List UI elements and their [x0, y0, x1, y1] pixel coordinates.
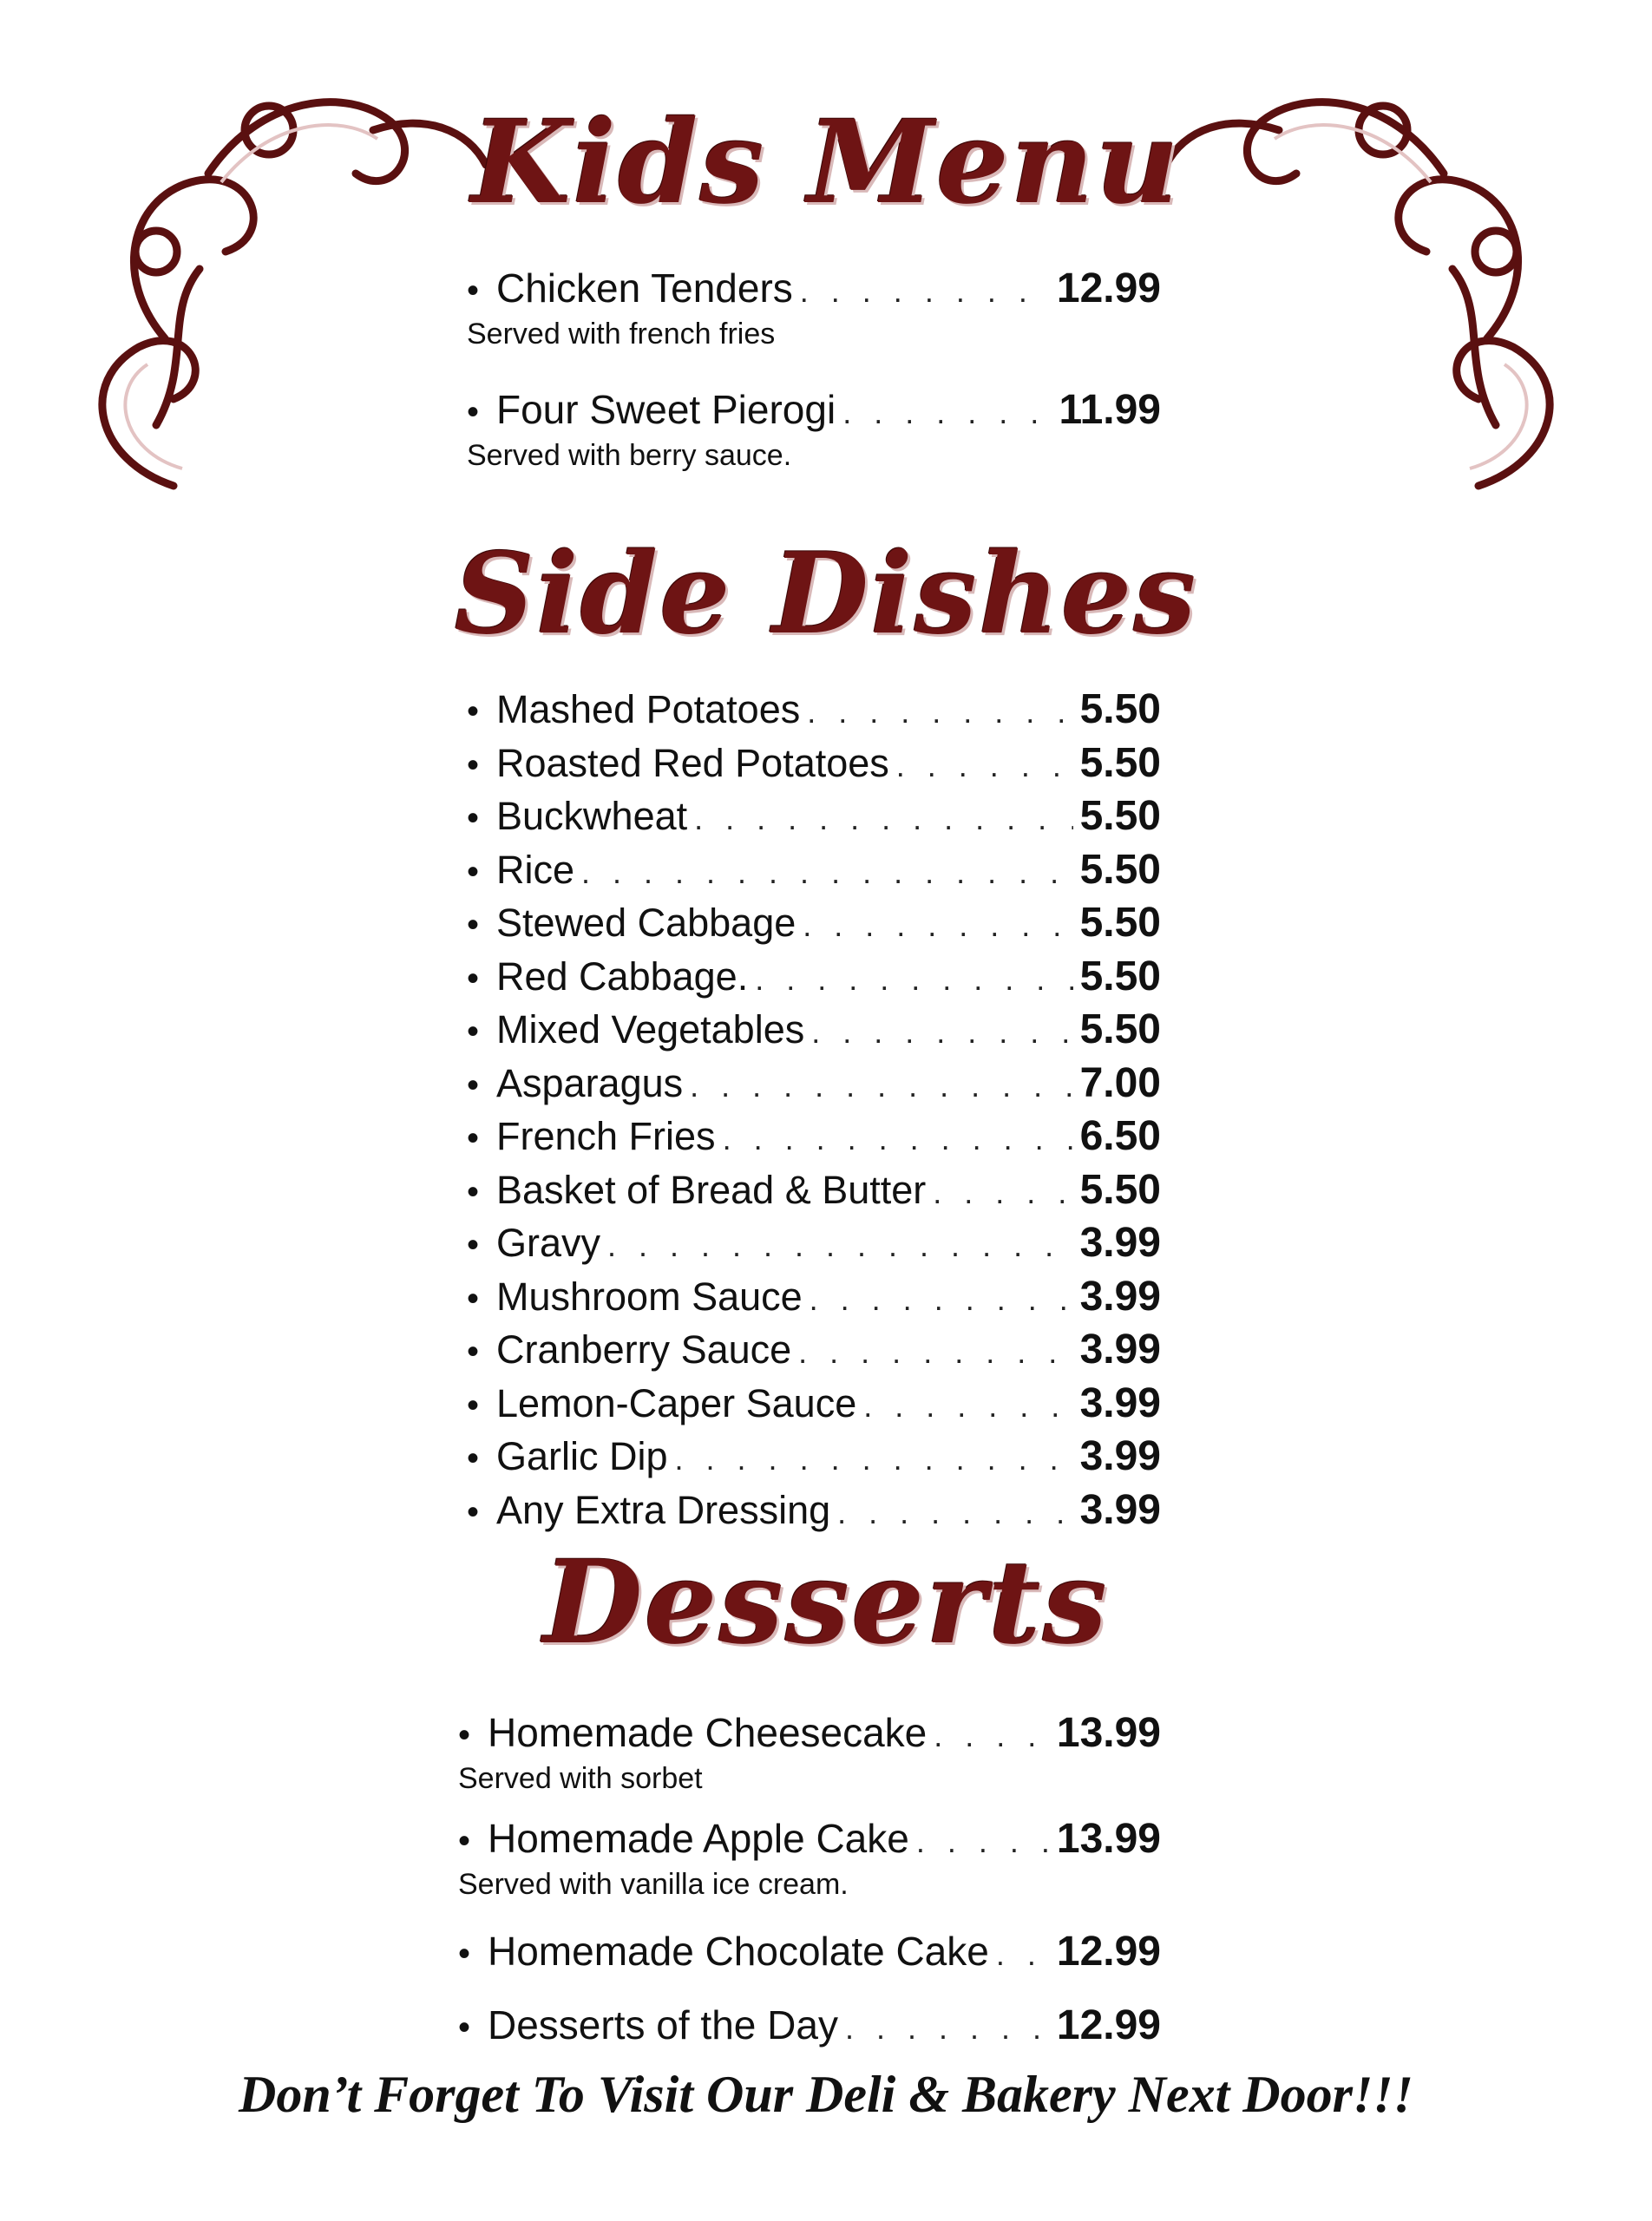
menu-item [467, 899, 1161, 953]
item-price: 3.99 [1079, 1433, 1161, 1479]
item-price: 13.99 [1056, 1710, 1161, 1756]
dot-leader [807, 694, 1072, 731]
bullet-icon: • [467, 959, 480, 998]
item-name: Homemade Chocolate Cake [488, 1929, 989, 1974]
dot-leader [837, 1495, 1072, 1531]
bullet-icon: • [467, 1492, 480, 1531]
item-price: 3.99 [1079, 1273, 1161, 1320]
bullet-icon: • [467, 1439, 480, 1477]
menu-item [467, 1326, 1161, 1379]
item-price: 5.50 [1079, 1166, 1161, 1213]
menu-item [467, 739, 1161, 793]
item-price: 3.99 [1079, 1379, 1161, 1426]
item-name: Rice [496, 847, 575, 892]
item-price: 5.50 [1079, 686, 1161, 732]
menu-item [467, 1486, 1161, 1540]
item-price: 12.99 [1056, 2002, 1161, 2048]
bullet-icon: • [467, 393, 480, 431]
menu-item [467, 1166, 1161, 1220]
bullet-icon: • [458, 2008, 471, 2047]
dot-leader [810, 1281, 1073, 1318]
footer-note: Don’t Forget To Visit Our Deli & Bakery Next Door!!! [238, 2066, 1413, 2123]
bullet-icon: • [467, 1386, 480, 1425]
item-price: 11.99 [1059, 387, 1161, 433]
bullet-icon: • [467, 1065, 480, 1104]
item-name: Basket of Bread & Butter [496, 1167, 927, 1212]
bullet-icon: • [467, 1279, 480, 1318]
menu-item [467, 1432, 1161, 1486]
desserts-heading: Desserts [543, 1536, 1109, 1670]
dot-leader [607, 1228, 1073, 1264]
item-name: Homemade Apple Cake [488, 1816, 909, 1861]
item-name: Garlic Dip [496, 1434, 668, 1478]
item-name: Cranberry Sauce [496, 1327, 792, 1372]
dot-leader [755, 961, 1072, 998]
dot-leader [863, 1388, 1072, 1425]
item-description: Served with french fries [467, 318, 776, 351]
item-price: 5.50 [1079, 793, 1161, 839]
dot-leader [675, 1441, 1073, 1477]
item-price: 5.50 [1079, 846, 1161, 893]
bullet-icon: • [467, 1333, 480, 1371]
dot-leader [996, 1936, 1050, 1973]
item-name: Any Extra Dressing [496, 1487, 831, 1532]
item-name: Chicken Tenders [496, 265, 793, 311]
bullet-icon: • [467, 799, 480, 837]
bullet-icon: • [467, 745, 480, 784]
item-name: Mixed Vegetables [496, 1007, 805, 1052]
item-price: 5.50 [1079, 739, 1161, 786]
item-name: Mashed Potatoes [496, 687, 801, 731]
menu-item [467, 386, 1161, 473]
item-name: Roasted Red Potatoes [496, 740, 889, 785]
menu-item [467, 953, 1161, 1006]
item-description: Served with vanilla ice cream. [458, 1868, 849, 1901]
bullet-icon: • [467, 852, 480, 891]
bullet-icon: • [467, 1119, 480, 1157]
bullet-icon: • [467, 272, 480, 310]
menu-item [467, 1059, 1161, 1113]
dot-leader [933, 1175, 1072, 1211]
menu-item [467, 1273, 1161, 1327]
dot-leader [694, 801, 1072, 837]
dot-leader [842, 395, 1052, 431]
item-price: 5.50 [1079, 900, 1161, 946]
item-name: Homemade Cheesecake [488, 1710, 928, 1755]
bullet-icon: • [467, 1226, 480, 1264]
bullet-icon: • [467, 1012, 480, 1051]
dot-leader [934, 1718, 1050, 1754]
dot-leader [811, 1014, 1072, 1051]
bullet-icon: • [467, 1172, 480, 1211]
dot-leader [723, 1121, 1073, 1157]
dot-leader [845, 2010, 1050, 2047]
item-description: Served with sorbet [458, 1762, 703, 1795]
menu-item [467, 1379, 1161, 1433]
item-price: 5.50 [1079, 953, 1161, 999]
dot-leader [581, 855, 1073, 891]
menu-item [458, 1815, 1161, 1902]
dot-leader [803, 907, 1072, 944]
item-price: 3.99 [1079, 1220, 1161, 1266]
item-name: Mushroom Sauce [496, 1274, 803, 1319]
dot-leader [800, 273, 1050, 310]
menu-item [458, 2002, 1161, 2049]
item-name: Lemon-Caper Sauce [496, 1380, 857, 1425]
item-price: 13.99 [1056, 1816, 1161, 1862]
desserts-section [458, 1709, 1161, 2068]
menu-item [467, 265, 1161, 351]
menu-item [458, 1928, 1161, 1975]
menu-item [467, 685, 1161, 739]
item-name: Desserts of the Day [488, 2002, 838, 2047]
menu-item [467, 846, 1161, 900]
item-price: 5.50 [1079, 1006, 1161, 1052]
menu-item [458, 1709, 1161, 1796]
item-price: 3.99 [1079, 1327, 1161, 1373]
bullet-icon: • [458, 1935, 471, 1973]
item-description: Served with berry sauce. [467, 439, 792, 472]
menu-item [467, 1112, 1161, 1166]
menu-item [467, 1219, 1161, 1273]
item-name: Four Sweet Pierogi [496, 387, 836, 432]
menu-item [467, 1006, 1161, 1059]
item-price: 7.00 [1079, 1059, 1161, 1106]
dot-leader [916, 1824, 1050, 1860]
dot-leader [690, 1068, 1072, 1104]
dot-leader [798, 1334, 1072, 1371]
kids-menu-section [467, 265, 1161, 508]
item-price: 6.50 [1079, 1113, 1161, 1159]
item-name: Buckwheat [496, 794, 688, 838]
item-name: French Fries [496, 1114, 716, 1158]
bullet-icon: • [467, 692, 480, 731]
menu-item [467, 792, 1161, 846]
dot-leader [896, 748, 1073, 784]
bullet-icon: • [458, 1822, 471, 1860]
bullet-icon: • [458, 1716, 471, 1754]
item-name: Red Cabbage. [496, 953, 749, 999]
side-dishes-section [467, 685, 1161, 1539]
item-name: Stewed Cabbage [496, 901, 796, 945]
bullet-icon: • [467, 906, 480, 944]
item-price: 3.99 [1079, 1486, 1161, 1533]
item-name: Gravy [496, 1221, 601, 1265]
kids-menu-heading: Kids Menu [471, 95, 1181, 230]
item-price: 12.99 [1056, 265, 1161, 311]
item-price: 12.99 [1056, 1929, 1161, 1975]
item-name: Asparagus [496, 1060, 684, 1105]
side-dishes-heading: Side Dishes [454, 529, 1198, 659]
